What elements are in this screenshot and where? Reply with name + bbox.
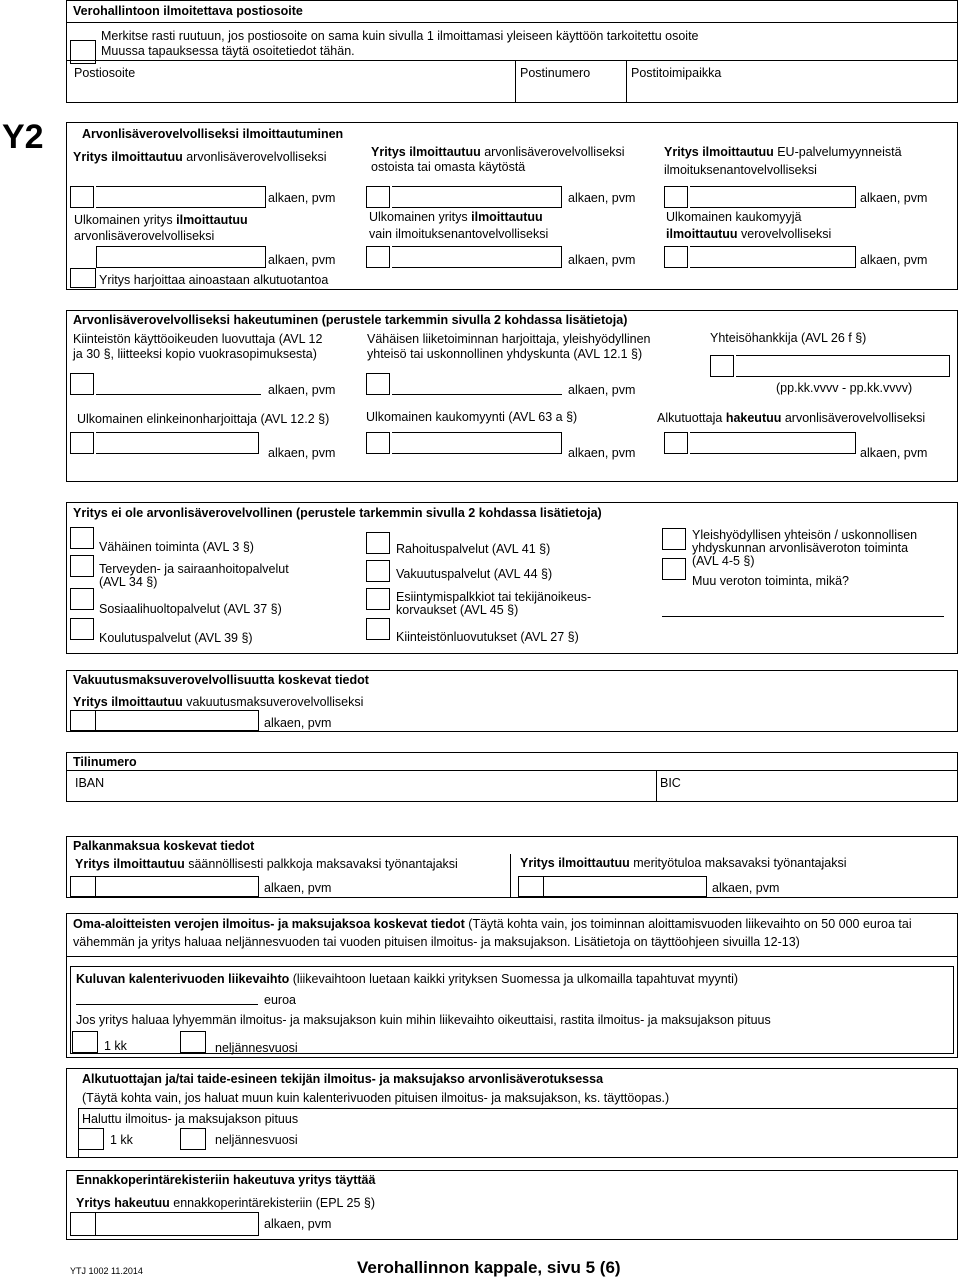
option-label: Esiintymispalkkiot tai tekijänoikeus- — [396, 590, 592, 604]
purchase-vat-date[interactable] — [392, 186, 562, 208]
health-services-checkbox[interactable] — [70, 555, 94, 577]
foreign-reporting-checkbox[interactable] — [366, 246, 390, 268]
option-label: Ulkomainen yritys ilmoittautuu — [369, 210, 543, 224]
vat-registration-date[interactable] — [96, 186, 266, 208]
foreign-trader-date[interactable] — [96, 432, 259, 454]
minor-business-checkbox[interactable] — [366, 373, 390, 395]
option-label: Yhteisöhankkija (AVL 26 f §) — [710, 331, 867, 345]
bic-input[interactable] — [690, 772, 950, 800]
foreign-trader-checkbox[interactable] — [70, 432, 94, 454]
date-label: alkaen, pvm — [264, 881, 332, 895]
option-label: yhdyskunnan arvonlisäveroton toiminta — [692, 541, 909, 555]
eu-services-date[interactable] — [690, 186, 856, 208]
date-label: alkaen, pvm — [264, 1217, 332, 1231]
date-label: alkaen, pvm — [268, 191, 336, 205]
section-title: Arvonlisäverovelvolliseksi ilmoittautuminen — [82, 127, 344, 141]
option-label: Jos yritys haluaa lyhyemmän ilmoitus- ja maksujakson kuin mihin liikevaihto oikeuttaisi, rastita ilmoitus- ja maksujakson pituus — [76, 1013, 771, 1027]
option-label: Kiinteistönluovutukset (AVL 27 §) — [396, 630, 579, 644]
option-label: arvonlisäverovelvolliseksi — [74, 229, 215, 243]
minor-activity-checkbox[interactable] — [70, 527, 94, 549]
date-label: alkaen, pvm — [860, 191, 928, 205]
postiosoite-input[interactable] — [67, 80, 514, 102]
period-1kk-checkbox[interactable] — [72, 1031, 98, 1053]
bic-label: BIC — [660, 776, 681, 790]
postitoimipaikka-label: Postitoimipaikka — [631, 66, 722, 80]
date-label: alkaen, pvm — [568, 383, 636, 397]
social-services-checkbox[interactable] — [70, 588, 94, 610]
eu-services-checkbox[interactable] — [664, 186, 688, 208]
section-title: Oma-aloitteisten verojen ilmoitus- ja maksujaksoa koskevat tiedot (Täytä kohta vain, jos toiminnan aloittamisvuoden liikevaihto on 50 000 euroa tai — [73, 917, 912, 931]
date-label: alkaen, pvm — [568, 191, 636, 205]
property-transfer-checkbox[interactable] — [366, 618, 390, 640]
maritime-employer-checkbox[interactable] — [518, 876, 544, 897]
section-title: Yritys ei ole arvonlisäverovelvollinen (perustele tarkemmin sivulla 2 kohdassa lisätietoja) — [73, 506, 602, 520]
currency-label: euroa — [264, 993, 296, 1007]
option-label: 1 kk — [110, 1133, 133, 1147]
postiosoite-label: Postiosoite — [74, 66, 136, 80]
option-label: Vakuutuspalvelut (AVL 44 §) — [396, 567, 553, 581]
period-quarter-checkbox[interactable] — [180, 1031, 206, 1053]
insurance-tax-checkbox[interactable] — [70, 710, 96, 731]
section-title: Verohallintoon ilmoitettava postiosoite — [73, 4, 303, 18]
option-label: ilmoittautuu verovelvolliseksi — [666, 227, 832, 241]
option-label: neljännesvuosi — [215, 1041, 298, 1055]
section-title: Palkanmaksua koskevat tiedot — [73, 839, 255, 853]
distance-seller-date[interactable] — [690, 246, 856, 268]
option-label: Alkutuottaja hakeutuu arvonlisäverovelvolliseksi — [657, 411, 926, 425]
iban-input[interactable] — [110, 772, 650, 800]
section-description: (Täytä kohta vain, jos haluat muun kuin kalenterivuoden pituisen ilmoitus- ja maksujakson, ks. täyttöopas.) — [82, 1091, 670, 1105]
divider — [656, 770, 657, 802]
option-label: Kiinteistön käyttöoikeuden luovuttaja (AVL 12 — [73, 332, 323, 346]
date-label: alkaen, pvm — [568, 446, 636, 460]
option-label: Yritys ilmoittautuu arvonlisäverovelvolliseksi — [73, 150, 327, 164]
form-code: YTJ 1002 11.2014 — [70, 1266, 143, 1276]
option-label: ja 30 §, liitteeksi kopio vuokrasopimuksesta) — [73, 347, 317, 361]
option-label: Ulkomainen kaukomyyjä — [666, 210, 802, 224]
distance-seller-checkbox[interactable] — [664, 246, 688, 268]
purchase-vat-checkbox[interactable] — [366, 186, 390, 208]
producer-quarter-checkbox[interactable] — [180, 1128, 206, 1150]
option-label: Rahoituspalvelut (AVL 41 §) — [396, 542, 551, 556]
insurance-tax-date[interactable] — [96, 710, 259, 731]
section-title: Alkutuottajan ja/tai taide-esineen tekijän ilmoitus- ja maksujakso arvonlisäverotuksessa — [82, 1072, 604, 1086]
date-label: alkaen, pvm — [268, 253, 336, 267]
option-label: Vähäisen liiketoiminnan harjoittaja, yleishyödyllinen — [367, 332, 651, 346]
page-footer-title: Verohallinnon kappale, sivu 5 (6) — [357, 1258, 621, 1277]
date-label: alkaen, pvm — [860, 253, 928, 267]
postinumero-label: Postinumero — [520, 66, 591, 80]
option-label: Yritys ilmoittautuu arvonlisäverovelvolliseksi — [371, 145, 625, 159]
producer-1kk-checkbox[interactable] — [78, 1128, 104, 1150]
date-line — [392, 394, 562, 395]
primary-production-checkbox[interactable] — [70, 268, 96, 288]
option-label: Yleishyödyllisen yhteisön / uskonnollisen — [692, 528, 918, 542]
regular-employer-date[interactable] — [96, 876, 259, 897]
other-exempt-line[interactable] — [662, 616, 944, 617]
iban-label: IBAN — [75, 776, 105, 790]
community-acquirer-checkbox[interactable] — [710, 355, 734, 377]
financial-services-checkbox[interactable] — [366, 532, 390, 554]
prepayment-date[interactable] — [96, 1212, 259, 1236]
divider — [66, 770, 958, 771]
option-label: Vähäinen toiminta (AVL 3 §) — [99, 540, 254, 554]
option-label: Yritys harjoittaa ainoastaan alkutuotantoa — [99, 273, 329, 287]
divider — [510, 854, 511, 898]
option-label: Yritys ilmoittautuu EU-palvelumyynneistä — [664, 145, 902, 159]
other-exempt-checkbox[interactable] — [662, 558, 686, 580]
side-code: Y2 — [2, 118, 44, 156]
divider — [66, 22, 958, 23]
section-title: Ennakkoperintärekisteriin hakeutuva yritys täyttää — [76, 1173, 376, 1187]
date-label: alkaen, pvm — [264, 716, 332, 730]
instruction-text: Muussa tapauksessa täytä osoitetiedot tähän. — [101, 44, 355, 58]
foreign-distance-checkbox[interactable] — [366, 432, 390, 454]
community-acquirer-period[interactable] — [736, 355, 950, 377]
option-label: vain ilmoituksenantovelvolliseksi — [369, 227, 549, 241]
option-label: Yritys ilmoittautuu merityötuloa maksavaksi työnantajaksi — [520, 856, 847, 870]
postinumero-input[interactable] — [516, 80, 625, 102]
primary-producer-date[interactable] — [690, 432, 856, 454]
date-label: alkaen, pvm — [268, 446, 336, 460]
divider — [66, 60, 958, 61]
date-label: alkaen, pvm — [712, 881, 780, 895]
property-lessor-checkbox[interactable] — [70, 373, 94, 395]
option-label: Ulkomainen elinkeinonharjoittaja (AVL 12.2 §) — [77, 412, 330, 426]
maritime-employer-date[interactable] — [544, 876, 707, 897]
section-title: Tilinumero — [73, 755, 137, 769]
period-label: (pp.kk.vvvv - pp.kk.vvvv) — [776, 381, 913, 395]
postitoimipaikka-input[interactable] — [627, 80, 957, 102]
option-label: Terveyden- ja sairaanhoitopalvelut — [99, 562, 289, 576]
date-label: alkaen, pvm — [860, 446, 928, 460]
date-label: alkaen, pvm — [568, 253, 636, 267]
prepayment-checkbox[interactable] — [70, 1212, 96, 1236]
option-label: Ulkomainen kaukomyynti (AVL 63 a §) — [366, 410, 578, 424]
option-label: Yritys ilmoittautuu säännöllisesti palkkoja maksavaksi työnantajaksi — [75, 857, 458, 871]
foreign-distance-date[interactable] — [392, 432, 562, 454]
option-label: yhteisö tai uskonnollinen yhdyskunta (AVL 12.1 §) — [367, 347, 643, 361]
primary-producer-checkbox[interactable] — [664, 432, 688, 454]
foreign-vat-date[interactable] — [96, 246, 266, 268]
performance-fees-checkbox[interactable] — [366, 588, 390, 610]
section-description: vähemmän ja yritys haluaa neljännesvuoden tai vuoden pituisen ilmoitus- ja maksujakson. Lisätietoja on täyttöohjeen sivuilla 12-13) — [73, 935, 800, 949]
foreign-reporting-date[interactable] — [392, 246, 562, 268]
option-label: Ulkomainen yritys ilmoittautuu — [74, 213, 248, 227]
option-label: (AVL 34 §) — [99, 575, 158, 589]
option-label: neljännesvuosi — [215, 1133, 298, 1147]
option-label: ilmoituksenantovelvolliseksi — [664, 163, 817, 177]
turnover-title: Kuluvan kalenterivuoden liikevaihto (liikevaihtoon luetaan kaikki yrityksen Suomessa ja ulkomailla tapahtuvat myynti) — [76, 972, 739, 986]
option-label: Koulutuspalvelut (AVL 39 §) — [99, 631, 253, 645]
date-line — [96, 394, 261, 395]
option-label: Haluttu ilmoitus- ja maksujakson pituus — [82, 1112, 299, 1126]
divider — [66, 956, 958, 957]
date-label: alkaen, pvm — [268, 383, 336, 397]
option-label: Sosiaalihuoltopalvelut (AVL 37 §) — [99, 602, 282, 616]
section-title: Arvonlisäverovelvolliseksi hakeutuminen (perustele tarkemmin sivulla 2 kohdassa lisätietoja) — [73, 313, 628, 327]
option-label: (AVL 4-5 §) — [692, 554, 755, 568]
education-services-checkbox[interactable] — [70, 618, 94, 640]
option-label: Muu veroton toiminta, mikä? — [692, 574, 850, 588]
option-label: korvaukset (AVL 45 §) — [396, 603, 519, 617]
vat-registration-checkbox[interactable] — [70, 186, 94, 208]
non-profit-checkbox[interactable] — [662, 528, 686, 550]
option-label: Yritys ilmoittautuu vakuutusmaksuverovelvolliseksi — [73, 695, 364, 709]
instruction-text: Merkitse rasti ruutuun, jos postiosoite on sama kuin sivulla 1 ilmoittamasi yleiseen käyttöön tarkoitettu osoite — [101, 29, 699, 43]
regular-employer-checkbox[interactable] — [70, 876, 96, 897]
option-label: Yritys hakeutuu ennakkoperintärekisteriin (EPL 25 §) — [76, 1196, 375, 1210]
option-label: ostoista tai omasta käytöstä — [371, 160, 526, 174]
turnover-input[interactable] — [76, 1004, 258, 1005]
insurance-services-checkbox[interactable] — [366, 560, 390, 582]
section-title: Vakuutusmaksuverovelvollisuutta koskevat tiedot — [73, 673, 369, 687]
option-label: 1 kk — [104, 1039, 127, 1053]
